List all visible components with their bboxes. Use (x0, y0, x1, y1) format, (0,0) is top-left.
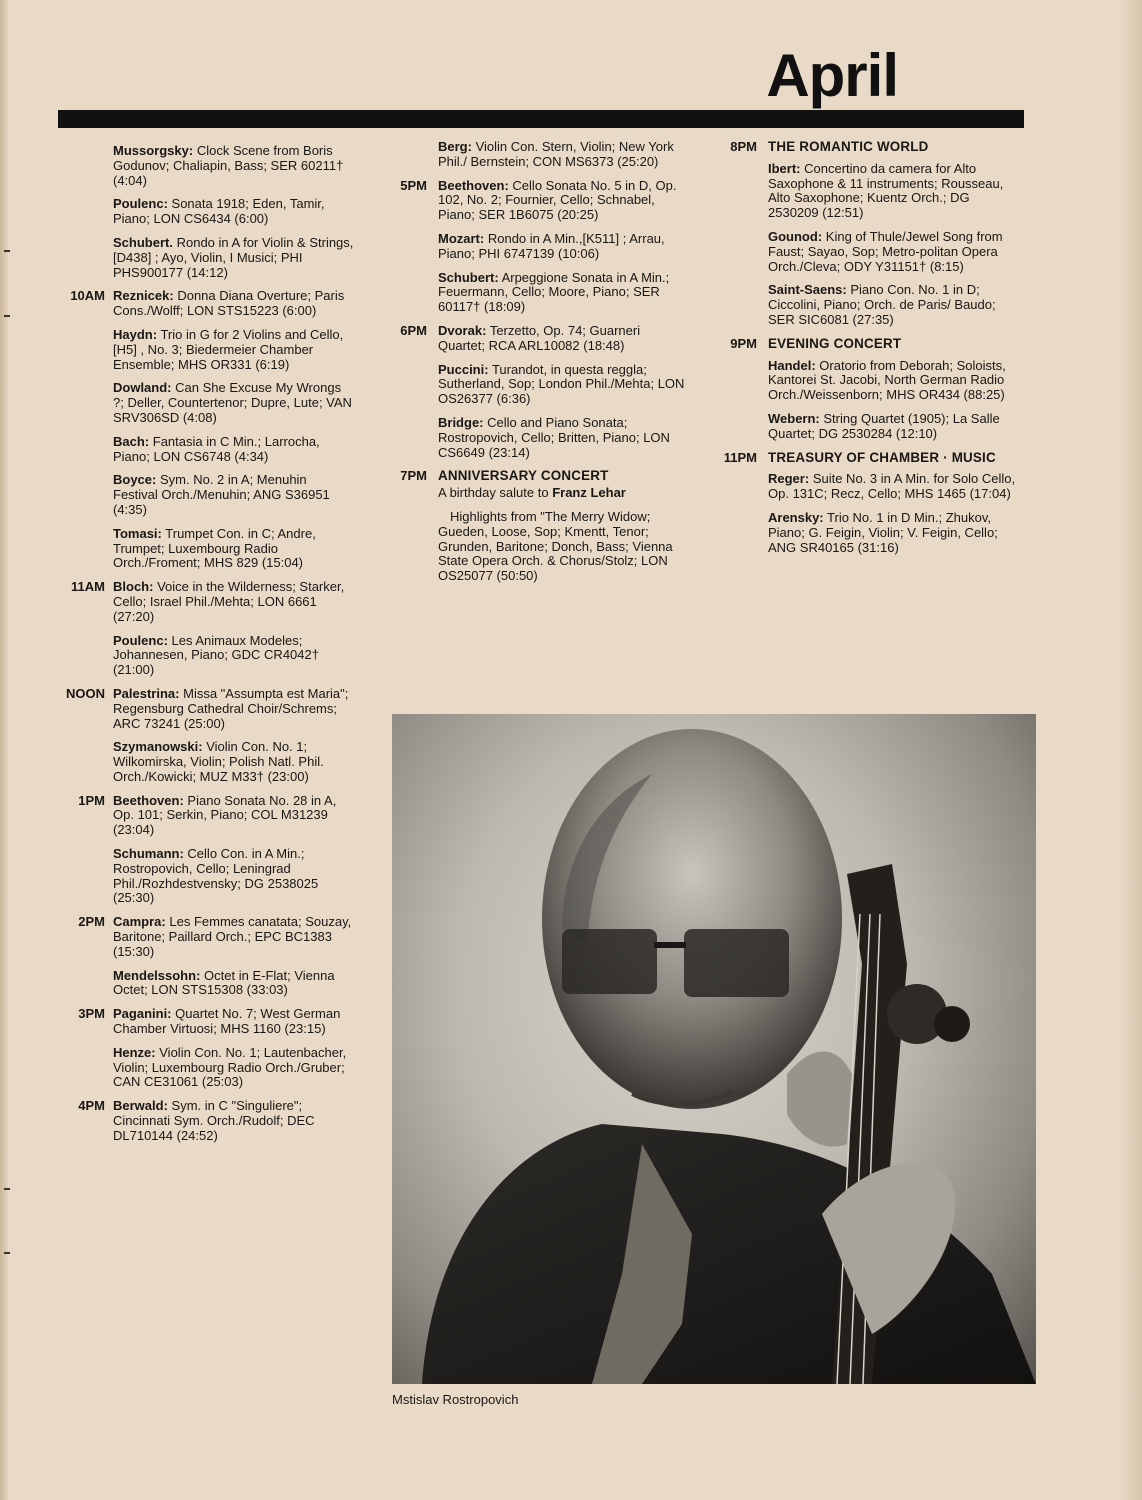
entry-details: Sonata 1918; Eden, Tamir, Piano; LON CS6434 (6:00) (113, 196, 325, 227)
program-title: TREASURY OF CHAMBER · MUSIC (768, 449, 996, 465)
program-entry (768, 283, 1018, 327)
composer-name: Schubert: (438, 269, 499, 285)
time-slot (718, 337, 1018, 442)
entry-details: Les Femmes canatata; Souzay, Baritone; Paillard Orch.; EPC BC1383 (15:30) (113, 914, 352, 959)
entry-details: Quartet No. 7; West German Chamber Virtuosi; MHS 1160 (23:15) (113, 1006, 341, 1037)
composer-name: Palestrina: (113, 685, 180, 701)
schedule-column-1 (55, 144, 355, 1153)
composer-name: Saint-Saens: (768, 282, 847, 298)
composer-name: Poulenc: (113, 196, 168, 212)
subtitle-text: A birthday salute to (438, 485, 553, 501)
entry-details: Voice in the Wilderness; Starker, Cello; Israel Phil./Mehta; LON 6661 (27:20) (113, 579, 345, 624)
composer-name: Dvorak: (438, 322, 487, 338)
composer-name: Mozart: (438, 230, 485, 246)
composer-name: Tomasi: (113, 525, 162, 541)
composer-name: Puccini: (438, 361, 489, 377)
composer-name: Beethoven: (438, 177, 509, 193)
program-entry (438, 510, 688, 584)
composer-name: Schubert. (113, 234, 173, 250)
program-entry (113, 381, 355, 425)
program-entry (438, 324, 688, 354)
composer-name: Reznicek: (113, 288, 174, 304)
entry-details: Concertino da camera for Alto Saxophone & 11 instruments; Rousseau, Alto Saxophone; Kuentz Orch.; DG 2530209 (12:51) (768, 160, 1004, 221)
time-slot (388, 324, 688, 460)
time-slot (55, 915, 355, 998)
program-entry (113, 197, 355, 227)
page-right-edge (1120, 0, 1142, 1500)
composer-name: Boyce: (113, 472, 157, 488)
program-title: ANNIVERSARY CONCERT (438, 468, 609, 484)
photo-caption: Mstislav Rostropovich (392, 1392, 519, 1407)
entry-details: Terzetto, Op. 74; Guarneri Quartet; RCA ARL10082 (18:48) (438, 322, 641, 353)
program-entry (438, 271, 688, 315)
program-title: THE ROMANTIC WORLD (768, 139, 929, 154)
entry-details: Rondo in A Min.,[K511] ; Arrau, Piano; PHI 6747139 (10:06) (438, 230, 665, 261)
composer-name: Poulenc: (113, 632, 168, 648)
time-slot (718, 140, 1018, 328)
entry-details: Sym. No. 2 in A; Menuhin Festival Orch./Menuhin; ANG S36951 (4:35) (113, 472, 330, 517)
entry-details: King of Thule/Jewel Song from Faust; Sayao, Sop; Metro-politan Opera Orch./Cleva; ODY Y31151† (8:15) (768, 228, 1003, 274)
time-label: 9PM (730, 335, 757, 351)
entry-details: Trio in G for 2 Violins and Cello, [H5] , No. 3; Biedermeier Chamber Ensemble; MHS OR331 (6:19) (113, 326, 344, 372)
program-entry (113, 969, 355, 999)
time-label: 8PM (730, 139, 757, 154)
program-subtitle (438, 486, 688, 501)
program-entry (768, 412, 1018, 442)
program-entry (113, 1046, 355, 1090)
program-entry (113, 144, 355, 188)
entry-details: Arpeggione Sonata in A Min.; Feuermann, Cello; Moore, Piano; SER 60117† (18:09) (438, 269, 670, 315)
composer-name: Webern: (768, 410, 820, 426)
entry-details: Clock Scene from Boris Godunov; Chaliapin, Bass; SER 60211† (4:04) (113, 143, 344, 188)
program-entry (113, 435, 355, 465)
portrait-photo (392, 714, 1036, 1384)
entry-details: Suite No. 3 in A Min. for Solo Cello, Op. 131C; Recz, Cello; MHS 1465 (17:04) (768, 471, 1016, 502)
program-entry (113, 687, 355, 731)
program-entry (438, 363, 688, 407)
composer-name: Haydn: (113, 326, 158, 342)
entry-details: Trumpet Con. in C; Andre, Trumpet; Luxembourg Radio Orch./Froment; MHS 829 (15:04) (113, 525, 316, 571)
subtitle-honoree: Franz Lehar (552, 485, 626, 501)
page-title: April (766, 42, 898, 109)
entry-details: Violin Con. No. 1; Lautenbacher, Violin; Luxembourg Radio Orch./Gruber; CAN CE31061 (25:03) (113, 1044, 347, 1090)
time-label: 11AM (71, 579, 105, 595)
time-slot (55, 144, 355, 280)
composer-name: Bach: (113, 433, 150, 449)
program-entry (113, 289, 355, 319)
entry-details: Trio No. 1 in D Min.; Zhukov, Piano; G. Feigin, Violin; V. Feigin, Cello; ANG SR40165 (31:16) (768, 509, 998, 555)
program-entry (768, 162, 1018, 221)
time-label: 11PM (723, 449, 757, 465)
program-entry (113, 1099, 355, 1143)
entry-details: Missa "Assumpta est Maria"; Regensburg Cathedral Choir/Schrems; ARC 73241 (25:00) (113, 685, 349, 731)
time-label: 2PM (78, 914, 105, 930)
time-slot (55, 1099, 355, 1143)
entry-details: Cello Sonata No. 5 in D, Op. 102, No. 2; Fournier, Cello; Schnabel, Piano; SER 1B6075 (20:25) (438, 177, 677, 223)
binding-mark (4, 1188, 10, 1190)
composer-name: Mendelssohn: (113, 967, 201, 983)
binding-mark (4, 315, 10, 317)
composer-name: Ibert: (768, 160, 801, 176)
program-title: EVENING CONCERT (768, 335, 902, 351)
composer-name: Paganini: (113, 1006, 172, 1022)
composer-name: Dowland: (113, 380, 172, 396)
composer-name: Gounod: (768, 228, 823, 244)
entry-details: Violin Con. No. 1; Wilkomirska, Violin; Polish Natl. Phil. Orch./Kowicki; MUZ M33† (23:00) (113, 739, 324, 784)
schedule-column-2 (388, 140, 688, 593)
time-label: 4PM (78, 1098, 105, 1114)
time-label: 10AM (70, 288, 105, 304)
entry-details: Turandot, in questa reggla; Sutherland, Sop; London Phil./Mehta; LON OS26377 (6:36) (438, 361, 685, 407)
time-label: 1PM (78, 792, 105, 808)
composer-name: Arensky: (768, 509, 824, 525)
program-entry (768, 230, 1018, 274)
program-entry (113, 527, 355, 571)
time-slot (388, 179, 688, 315)
program-entry (113, 794, 355, 838)
program-entry (768, 359, 1018, 403)
program-entry (113, 1007, 355, 1037)
program-entry (768, 511, 1018, 555)
composer-name: Bridge: (438, 414, 484, 430)
composer-name: Schumann: (113, 846, 184, 862)
time-label: 6PM (400, 322, 427, 338)
composer-name: Berwald: (113, 1098, 168, 1114)
page-binding-edge (0, 0, 8, 1500)
program-entry (438, 179, 688, 223)
program-entry (438, 232, 688, 262)
time-label: 5PM (400, 177, 427, 193)
time-slot (55, 580, 355, 678)
entry-details: Rondo in A for Violin & Strings, [D438] ; Ayo, Violin, I Musici; PHI PHS900177 (14:12) (113, 234, 354, 280)
program-entry (113, 473, 355, 517)
binding-mark (4, 250, 10, 252)
composer-name: Berg: (438, 139, 472, 154)
entry-details: Fantasia in C Min.; Larrocha, Piano; LON CS6748 (4:34) (113, 433, 320, 464)
entry-details: Piano Con. No. 1 in D; Ciccolini, Piano; Orch. de Paris/ Baudo; SER SIC6081 (27:35) (768, 282, 996, 327)
entry-details: Can She Excuse My Wrongs ?; Deller, Countertenor; Dupre, Lute; VAN SRV306SD (4:08) (113, 380, 352, 425)
entry-details: Piano Sonata No. 28 in A, Op. 101; Serkin, Piano; COL M31239 (23:04) (113, 792, 337, 838)
binding-mark (4, 1252, 10, 1254)
time-label: 7PM (400, 468, 427, 484)
time-slot (388, 469, 688, 584)
composer-name: Szymanowski: (113, 739, 203, 755)
time-slot (55, 289, 355, 571)
entry-details: Highlights from "The Merry Widow; Gueden, Loose, Sop; Kmentt, Tenor; Grunden, Baritone; Donch, Bass; Vienna State Opera Orch. & Chorus/Stolz; LON OS25077 (50:50) (438, 508, 673, 584)
composer-name: Mussorgsky: (113, 143, 194, 158)
composer-name: Campra: (113, 914, 166, 930)
schedule-column-3 (718, 140, 1018, 564)
program-entry (113, 328, 355, 372)
composer-name: Beethoven: (113, 792, 184, 808)
composer-name: Handel: (768, 357, 816, 373)
time-slot (388, 140, 688, 170)
composer-name: Reger: (768, 471, 810, 487)
program-entry (113, 634, 355, 678)
program-entry (438, 140, 688, 170)
header-rule (58, 110, 1024, 128)
entry-details: Oratorio from Deborah; Soloists, Kantorei St. Jacobi, North German Radio Orch./Weissenborn; MHS OR434 (88:25) (768, 357, 1006, 403)
composer-name: Bloch: (113, 579, 154, 595)
program-entry (113, 740, 355, 784)
time-slot (718, 451, 1018, 556)
entry-details: Cello and Piano Sonata; Rostropovich, Cello; Britten, Piano; LON CS6649 (23:14) (438, 414, 670, 460)
entry-details: Les Animaux Modeles; Johannesen, Piano; GDC CR4042† (21:00) (113, 632, 319, 678)
time-label: NOON (66, 685, 105, 701)
entry-details: Octet in E-Flat; Vienna Octet; LON STS15308 (33:03) (113, 967, 335, 998)
program-entry (768, 472, 1018, 502)
program-entry (113, 847, 355, 906)
time-slot (55, 1007, 355, 1090)
time-slot (55, 687, 355, 785)
entry-details: Sym. in C "Singuliere"; Cincinnati Sym. Orch./Rudolf; DEC DL710144 (24:52) (113, 1098, 315, 1143)
time-label: 3PM (78, 1006, 105, 1022)
entry-details: Donna Diana Overture; Paris Cons./Wolff; LON STS15223 (6:00) (113, 288, 345, 319)
program-entry (113, 580, 355, 624)
entry-details: String Quartet (1905); La Salle Quartet; DG 2530284 (12:10) (768, 410, 1000, 441)
entry-details: Violin Con. Stern, Violin; New York Phil./ Bernstein; CON MS6373 (25:20) (438, 139, 674, 169)
program-entry (113, 236, 355, 280)
program-entry (113, 915, 355, 959)
time-slot (55, 794, 355, 907)
program-entry (438, 416, 688, 460)
composer-name: Henze: (113, 1044, 156, 1060)
cellist-portrait-illustration (392, 714, 1036, 1384)
entry-details: Cello Con. in A Min.; Rostropovich, Cello; Leningrad Phil./Rozhdestvensky; DG 2538025 (25:30) (113, 846, 319, 906)
